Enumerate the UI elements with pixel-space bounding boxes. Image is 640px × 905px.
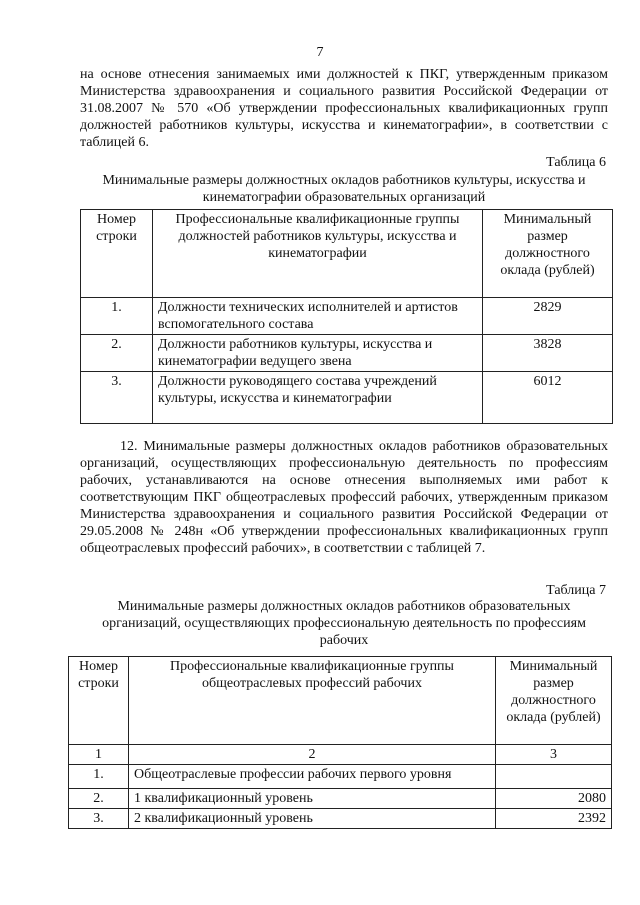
- table7-header-salary: Минимальный размер должностного оклада (рублей): [496, 657, 612, 745]
- table7-column-number: 3: [496, 745, 612, 765]
- table7-header-number: Номер строки: [69, 657, 129, 745]
- table7-title: Минимальные размеры должностных окладов работников образовательных организаций, осуществляющих профессиональную деятельность по профессиям рабочих: [102, 599, 586, 648]
- table-row: [81, 298, 613, 335]
- table6-header-row: [81, 210, 613, 298]
- table7-row-name: Общеотраслевые профессии рабочих первого уровня: [129, 765, 496, 789]
- table6-row-name: Должности работников культуры, искусства и кинематографии ведущего звена: [153, 335, 483, 372]
- table-row: [81, 335, 613, 372]
- page-number: 7: [316, 45, 324, 60]
- paragraph-12: 12. Минимальные размеры должностных окладов работников образовательных организаций, осуществляющих профессиональную деятельность по профессиям рабочих, устанавливаются на основе отнесения выполняемых ими работ к соответствующим ПКГ общеотраслевых профессий рабочих, утвержденным приказом Министерства здравоохранения и социального развития Российской Федерации от 29.05.2008 № 248н «Об утверждении профессиональных квалификационных групп общеотраслевых профессий рабочих», в соответствии с таблицей 7.: [80, 439, 608, 556]
- table7-row-number: 2.: [69, 789, 129, 809]
- table-row: [81, 372, 613, 424]
- table6: [80, 209, 613, 424]
- table6-header-salary: Минимальный размер должностного оклада (рублей): [483, 210, 613, 298]
- table6-row-value: 2829: [483, 298, 613, 335]
- table7-label: Таблица 7: [546, 583, 606, 598]
- table-row: [69, 789, 612, 809]
- table6-row-number: 1.: [81, 298, 153, 335]
- table6-header-number: Номер строки: [81, 210, 153, 298]
- intro-paragraph: на основе отнесения занимаемых ими должностей к ПКГ, утвержденным приказом Министерства здравоохранения и социального развития Российской Федерации от 31.08.2007 № 570 «Об утверждении профессиональных квалификационных групп должностей работников культуры, искусства и кинематографии», в соответствии с таблицей 6.: [80, 67, 608, 150]
- table7-column-numbers-row: [69, 745, 612, 765]
- table7-column-number: 1: [69, 745, 129, 765]
- table7: [68, 656, 612, 829]
- table6-label: Таблица 6: [546, 155, 606, 170]
- table6-title: Минимальные размеры должностных окладов работников культуры, искусства и кинематографии образовательных организаций: [102, 173, 586, 205]
- table6-row-value: 6012: [483, 372, 613, 424]
- table6-row-value: 3828: [483, 335, 613, 372]
- table7-row-value: 2080: [496, 789, 612, 809]
- table7-header-group: Профессиональные квалификационные группы общеотраслевых профессий рабочих: [129, 657, 496, 745]
- table7-row-number: 1.: [69, 765, 129, 789]
- table-row: [69, 765, 612, 789]
- table7-header-row: [69, 657, 612, 745]
- table6-row-name: Должности руководящего состава учреждений культуры, искусства и кинематографии: [153, 372, 483, 424]
- table7-row-number: 3.: [69, 809, 129, 829]
- table7-row-value: [496, 765, 612, 789]
- table6-row-name: Должности технических исполнителей и артистов вспомогательного состава: [153, 298, 483, 335]
- table7-column-number: 2: [129, 745, 496, 765]
- table6-row-number: 2.: [81, 335, 153, 372]
- table7-row-value: 2392: [496, 809, 612, 829]
- table7-row-name: 2 квалификационный уровень: [129, 809, 496, 829]
- table7-row-name: 1 квалификационный уровень: [129, 789, 496, 809]
- table-row: [69, 809, 612, 829]
- table6-header-group: Профессиональные квалификационные группы должностей работников культуры, искусства и кинематографии: [153, 210, 483, 298]
- table6-row-number: 3.: [81, 372, 153, 424]
